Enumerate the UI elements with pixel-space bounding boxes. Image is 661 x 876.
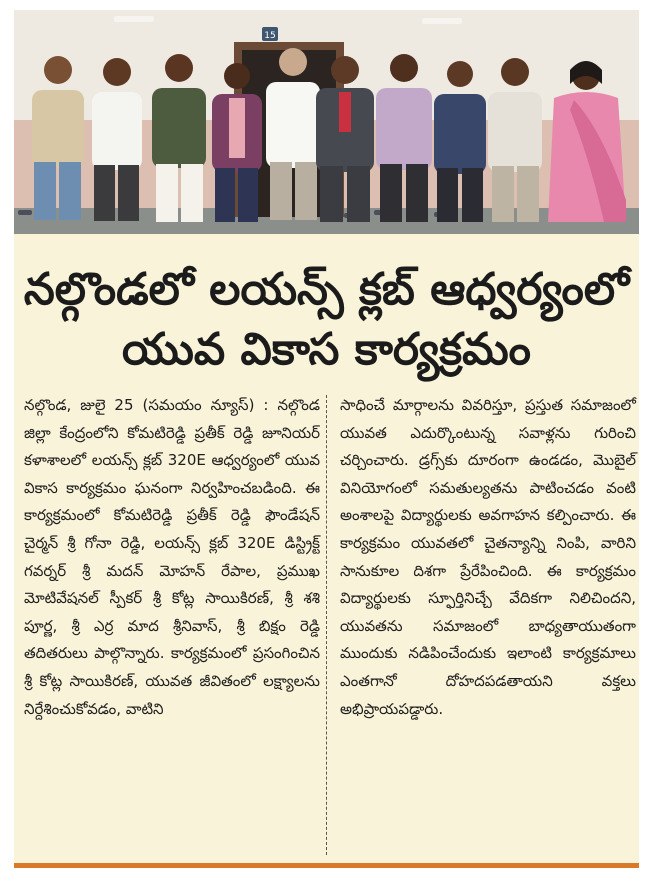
door-sign-number: 15 xyxy=(264,31,276,41)
headline-line-1: నల్గొండలో లయన్స్ క్లబ్ ఆధ్వర్యంలో xyxy=(23,264,630,315)
article-column-left: నల్గొండ, జులై 25 (సమయం న్యూస్) : నల్గొండ జిల్లా కేంద్రంలోని కోమటిరెడ్డి ప్రతీక్ రెడ్డి జూనియర్ కళాశాలలో లయన్స్ క్లబ్ 320E ఆధ్వర్యంలో యువ వికాస కార్యక్రమం ఘనంగా నిర్వహించబడింది. ఈ కార్యక్రమంలో కోమటిరెడ్డి ప్రతీక్ రెడ్డి ఫౌండేషన్ చైర్మన్ శ్రీ గోనా రెడ్డి, లయన్స్ క్లబ్ 320E డిస్ట్రిక్ట్ గవర్నర్ శ్రీ మదన్ మోహన్ రేపాల, ప్రముఖ మోటివేషనల్ స్పీకర్ శ్రీ కోట్ల సాయికిరణ్, శ్రీ శశి పూర్ణ, శ్రీ ఎర్ర మాద శ్రీనివాస్, శ్రీ బిక్షం రెడ్డి తదితరులు పాల్గొన్నారు. కార్యక్రమంలో ప్రసంగించిన శ్రీ కోట్ల సాయికిరణ్, యువత జీవితంలో లక్ష్యాలను నిర్దేశించుకోవడం, వాటిని xyxy=(24,396,320,718)
headline xyxy=(14,242,639,382)
article-column-right: సాధించే మార్గాలను వివరిస్తూ, ప్రస్తుత సమాజంలో యువత ఎదుర్కొంటున్న సవాళ్లను గురించి చర్చించారు. డ్రగ్స్‌కు దూరంగా ఉండడం, మొబైల్ వినియోగంలో సమతుల్యతను పాటించడం వంటి అంశాలపై విద్యార్థులకు అవగాహన కల్పించారు. ఈ కార్యక్రమం యువతలో చైతన్యాన్ని నింపి, వారిని సానుకూల దిశగా ప్రేరేపించింది. ఈ కార్యక్రమం విద్యార్థులకు స్ఫూర్తినిచ్చే వేదికగా నిలిచిందని, యువతను సమాజంలో బాధ్యతాయుతంగా ముందుకు నడిపించేందుకు ఇలాంటి కార్యక్రమాలు ఎంతగానో దోహదపడతాయని వక్తలు అభిప్రాయపడ్డారు. xyxy=(340,396,636,718)
group-photo-illustration xyxy=(14,10,639,234)
newspaper-clipping xyxy=(14,10,639,868)
headline-line-2: యువ వికాస కార్యక్రమం xyxy=(122,324,531,375)
group-photo xyxy=(14,10,639,234)
column-divider xyxy=(326,395,327,855)
